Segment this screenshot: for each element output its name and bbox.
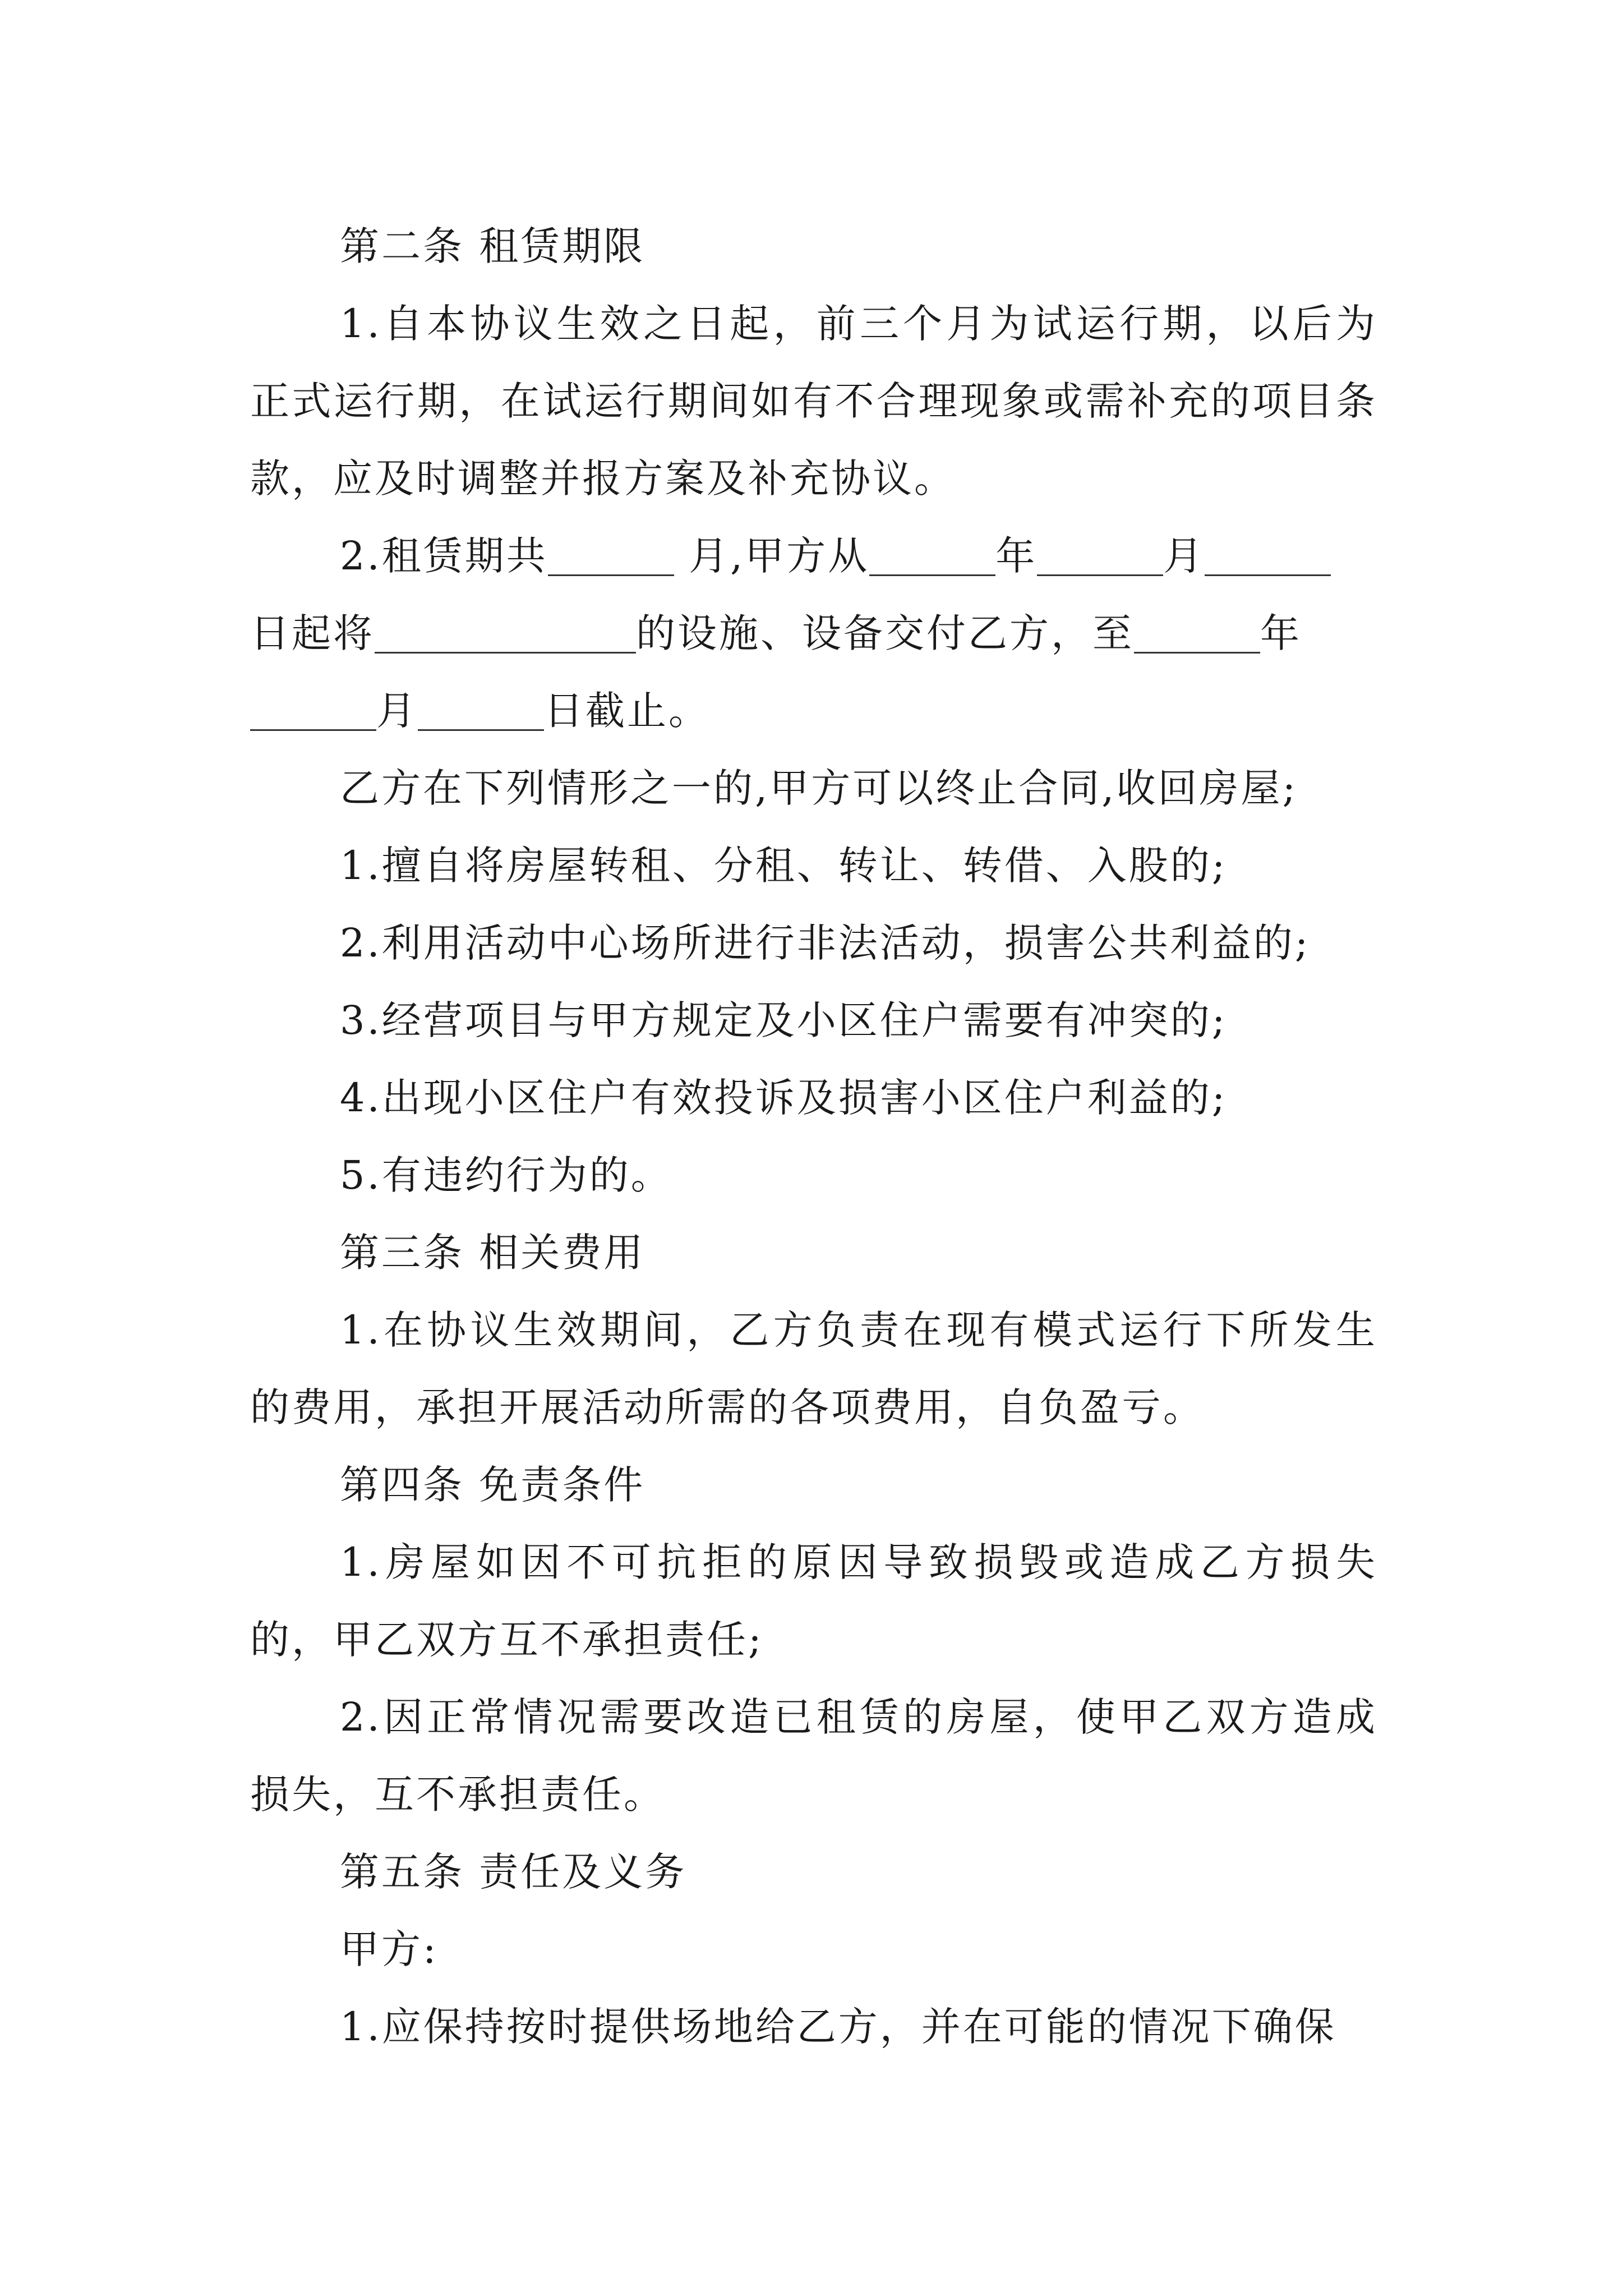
document-body [250, 208, 1377, 2065]
blank-start-month [1037, 535, 1163, 576]
article-3-heading: 第三条 相关费用 [340, 1230, 645, 1276]
item-2-text-1: 2.租赁期共 [340, 533, 548, 579]
article-2-heading: 第二条 租赁期限 [340, 223, 645, 269]
item-2-text-4: 月 [1163, 533, 1205, 579]
article-5-heading: 第五条 责任及义务 [340, 1849, 687, 1895]
termination-item: 5.有违约行为的。 [340, 1152, 672, 1198]
blank-facility [375, 613, 636, 654]
blank-start-day [1205, 535, 1331, 576]
item-2-text-2: 月,甲方从 [674, 533, 870, 579]
termination-item: 2.利用活动中心场所进行非法活动，损害公共利益的; [340, 920, 1311, 966]
article-4-heading: 第四条 免责条件 [340, 1462, 645, 1508]
article-4-item-1: 1.房屋如因不可抗拒的原因导致损毁或造成乙方损失的，甲乙双方互不承担责任; [250, 1539, 1377, 1663]
item-2-text-3: 年 [995, 533, 1038, 579]
article-2-item-2-line-2 [250, 595, 1377, 672]
item-2-text-5: 日起将 [250, 610, 375, 656]
termination-item: 4.出现小区住户有效投诉及损害小区住户利益的; [340, 1075, 1228, 1121]
item-2-text-9: 日截止。 [544, 688, 710, 734]
blank-end-day [418, 690, 544, 731]
article-2-item-1: 1.自本协议生效之日起，前三个月为试运行期，以后为正式运行期，在试运行期间如有不合理现象或需补充的项目条款，应及时调整并报方案及补充协议。 [250, 301, 1377, 501]
item-2-text-6: 的设施、设备交付乙方，至 [636, 610, 1134, 656]
article-3-item-1: 1.在协议生效期间，乙方负责在现有模式运行下所发生的费用，承担开展活动所需的各项费用，自负盈亏。 [250, 1307, 1377, 1430]
item-2-text-7: 年 [1260, 610, 1302, 656]
item-2-text-8: 月 [376, 688, 418, 734]
termination-item: 1.擅自将房屋转租、分租、转让、转借、入股的; [340, 843, 1228, 889]
article-4-item-2: 2.因正常情况需要改造已租赁的房屋，使甲乙双方造成损失，互不承担责任。 [250, 1694, 1377, 1818]
blank-end-year [1134, 613, 1260, 654]
blank-end-month [250, 690, 376, 731]
article-2-item-2-line-1 [250, 517, 1377, 595]
party-a-label: 甲方: [340, 1926, 439, 1972]
article-2-item-2-line-3 [250, 672, 1377, 749]
blank-months [548, 535, 674, 576]
article-5-item-1: 1.应保持按时提供场地给乙方，并在可能的情况下确保 [340, 2004, 1336, 2050]
termination-intro: 乙方在下列情形之一的,甲方可以终止合同,收回房屋; [340, 765, 1298, 811]
termination-item: 3.经营项目与甲方规定及小区住户需要有冲突的; [340, 997, 1228, 1043]
blank-start-year [869, 535, 995, 576]
